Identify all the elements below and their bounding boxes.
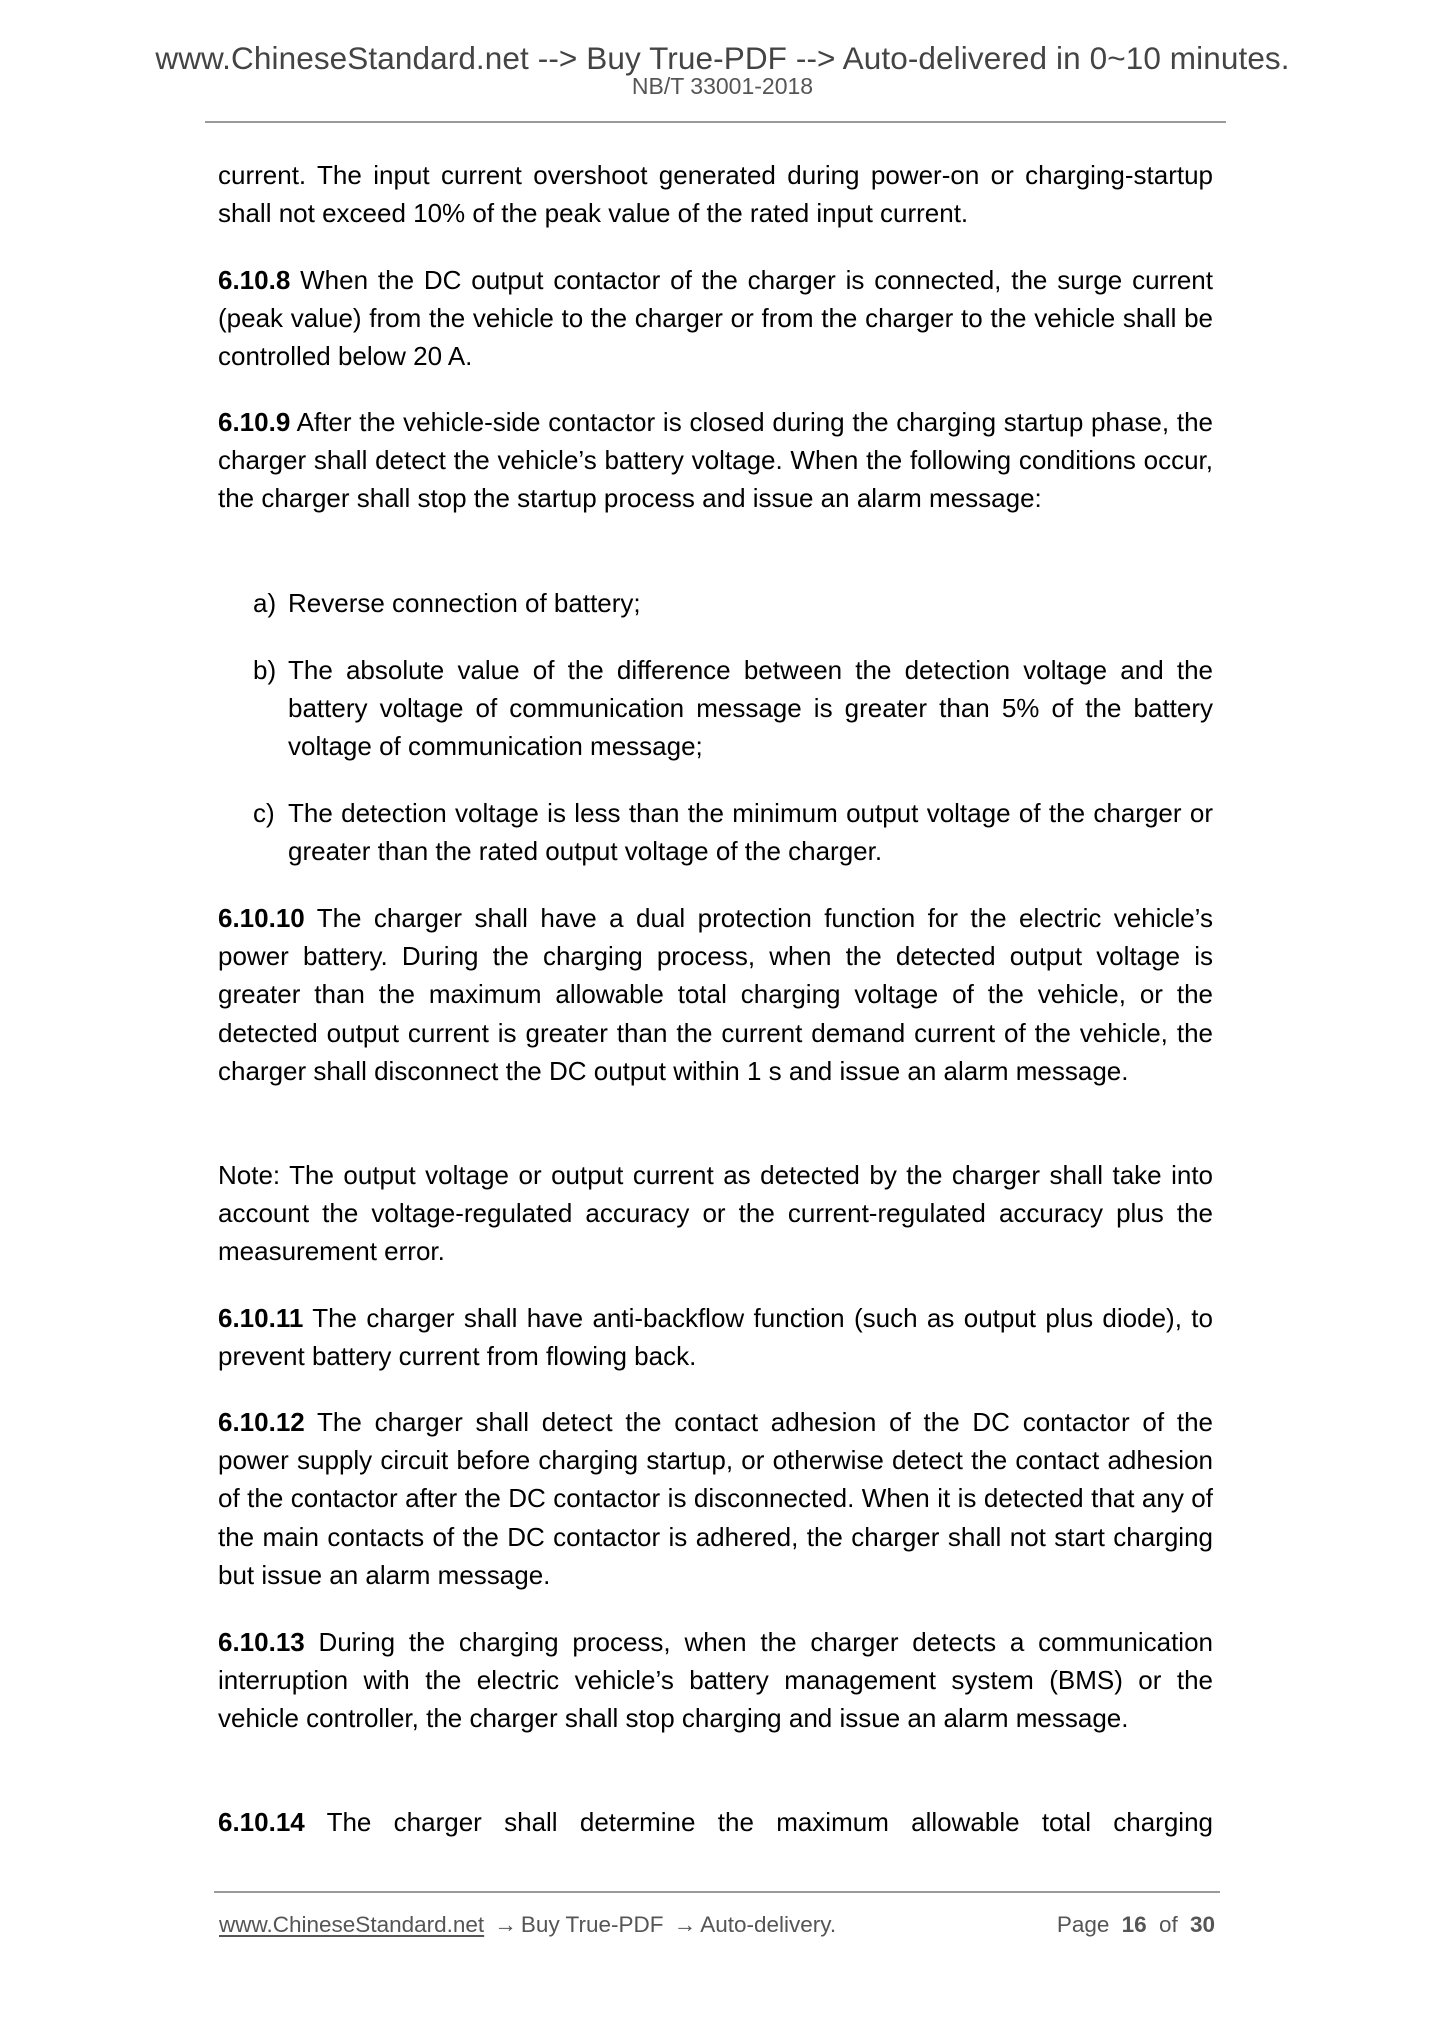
footer-divider xyxy=(214,1891,1220,1893)
clause-6-10-12 xyxy=(218,1403,1213,1594)
clause-number: 6.10.13 xyxy=(218,1627,305,1657)
of-label: of xyxy=(1158,1912,1178,1937)
clause-6-10-14 xyxy=(218,1803,1213,1841)
clause-number: 6.10.14 xyxy=(218,1807,305,1837)
list-item-c xyxy=(253,794,1213,870)
footer-delivery-text: Auto-delivery. xyxy=(700,1912,837,1937)
clause-text: When the DC output contactor of the charger is connected, the surge current (peak value) from the vehicle to the charger or from the charger to the vehicle shall be controlled below 20 A. xyxy=(218,265,1213,372)
clause-6-10-10 xyxy=(218,899,1213,1090)
note-text: Note: The output voltage or output current as detected by the charger shall take into account the voltage-regulated accuracy or the current-regulated accuracy plus the measurement error. xyxy=(218,1160,1213,1267)
clause-text: The charger shall determine the maximum allowable total charging xyxy=(326,1807,1213,1837)
clause-number: 6.10.8 xyxy=(218,265,291,295)
clause-6-10-8 xyxy=(218,261,1213,376)
arrow-right-icon: → xyxy=(494,1912,517,1937)
list-text: Reverse connection of battery; xyxy=(288,588,641,618)
list-label: a) xyxy=(253,588,277,618)
continuation-paragraph xyxy=(218,156,1213,232)
clause-text: The charger shall have anti-backflow function (such as output plus diode), to prevent battery current from flowing back. xyxy=(218,1303,1213,1372)
clause-number: 6.10.12 xyxy=(218,1407,305,1437)
footer-website-link[interactable]: www.ChineseStandard.net xyxy=(219,1912,485,1937)
list-text: The absolute value of the difference between the detection voltage and the battery voltage of communication message is greater than 5% of the battery voltage of communication message; xyxy=(288,655,1213,762)
clause-text: During the charging process, when the charger detects a communication interruption with the electric vehicle’s battery management system (BMS) or the vehicle controller, the charger shall stop charging and issue an alarm message. xyxy=(218,1627,1213,1734)
footer xyxy=(219,1909,1219,1941)
standard-number: NB/T 33001-2018 xyxy=(631,73,814,99)
clause-number: 6.10.11 xyxy=(218,1303,304,1333)
clause-6-10-9 xyxy=(218,403,1213,518)
list-item-a xyxy=(253,584,1213,622)
list-item-b xyxy=(253,651,1213,766)
clause-text: The charger shall detect the contact adhesion of the DC contactor of the power supply circuit before charging startup, or otherwise detect the contact adhesion of the contactor after the DC contactor is disconnected. When it is detected that any of the main contacts of the DC contactor is adhered, the charger shall not start charging but issue an alarm message. xyxy=(218,1407,1213,1590)
page-total: 30 xyxy=(1189,1912,1215,1937)
clause-number: 6.10.10 xyxy=(218,903,305,933)
clause-6-10-11 xyxy=(218,1299,1213,1375)
list-label: c) xyxy=(253,798,275,828)
note-paragraph xyxy=(218,1156,1213,1271)
page-indicator xyxy=(1057,1909,1215,1941)
clause-text: The charger shall have a dual protection function for the electric vehicle’s power battery. During the charging process, when the detected output voltage is greater than the maximum allowable total charging voltage of the vehicle, or the detected output current is greater than the current demand current of the vehicle, the charger shall disconnect the DC output within 1 s and issue an alarm message. xyxy=(218,903,1213,1086)
list-text: The detection voltage is less than the minimum output voltage of the charger or greater than the rated output voltage of the charger. xyxy=(288,798,1213,867)
paragraph-text: current. The input current overshoot generated during power-on or charging-startup shall not exceed 10% of the peak value of the rated input current. xyxy=(218,160,1213,229)
footer-buy-text: Buy True-PDF xyxy=(520,1912,664,1937)
header-banner: www.ChineseStandard.net --> Buy True-PDF --> Auto-delivered in 0~10 minutes. xyxy=(155,40,1290,76)
clause-text: After the vehicle-side contactor is closed during the charging startup phase, the charger shall detect the vehicle’s battery voltage. When the following conditions occur, the charger shall stop the startup process and issue an alarm message: xyxy=(218,407,1213,514)
header-divider xyxy=(205,121,1226,123)
arrow-right-icon: → xyxy=(673,1912,697,1937)
clause-number: 6.10.9 xyxy=(218,407,291,437)
page-current: 16 xyxy=(1121,1912,1147,1937)
list-label: b) xyxy=(253,655,277,685)
page-label: Page xyxy=(1056,1912,1110,1937)
clause-6-10-13 xyxy=(218,1623,1213,1738)
